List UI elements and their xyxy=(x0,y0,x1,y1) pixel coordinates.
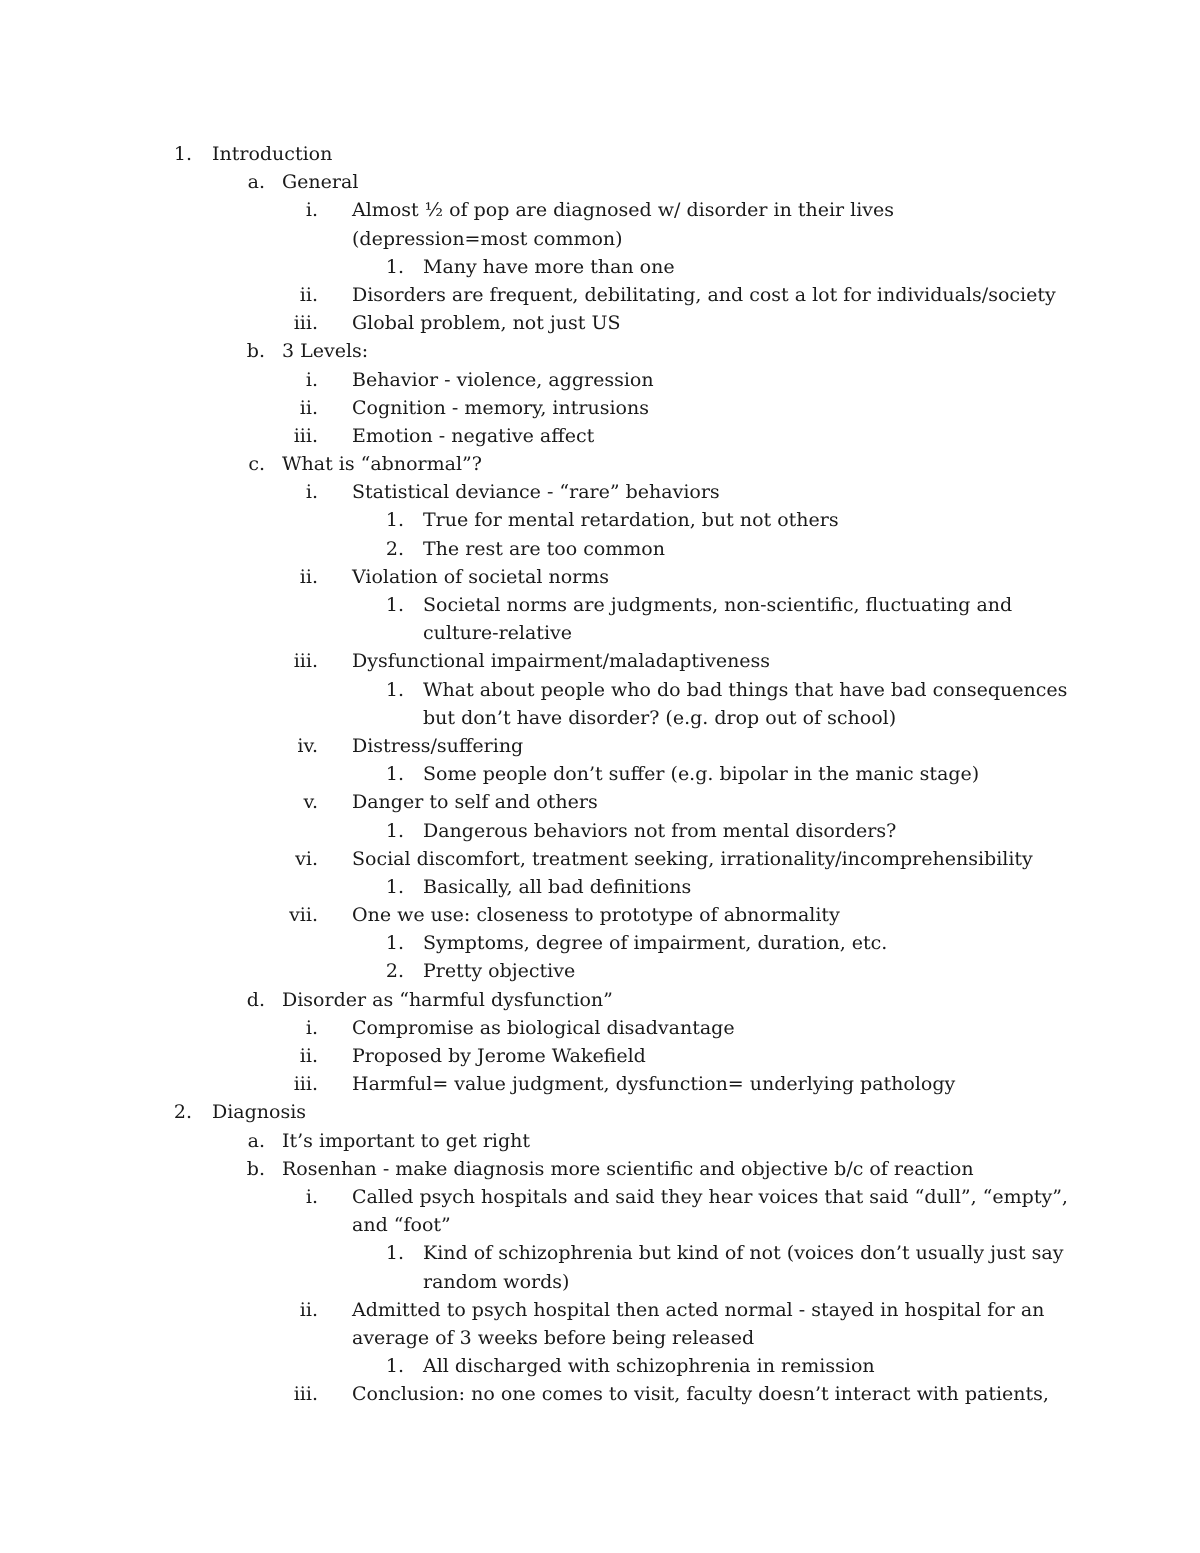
outline-text: random words) xyxy=(423,1270,570,1293)
list-marker: a. xyxy=(247,1129,265,1152)
outline-text: Violation of societal norms xyxy=(352,565,610,588)
outline-text: Many have more than one xyxy=(423,255,675,278)
outline-text: Compromise as biological disadvantage xyxy=(352,1016,735,1039)
outline-item xyxy=(0,1042,1200,1070)
outline-item xyxy=(0,845,1200,873)
outline-item xyxy=(0,1380,1200,1408)
outline-item xyxy=(0,422,1200,450)
list-marker: ii. xyxy=(299,1045,318,1067)
list-marker: ii. xyxy=(299,1298,318,1321)
outline-item xyxy=(0,1183,1200,1211)
list-marker: 1. xyxy=(385,1355,404,1378)
outline-item xyxy=(0,1070,1200,1098)
outline-item xyxy=(0,1098,1200,1126)
outline-text: Admitted to psych hospital then acted normal - stayed in hospital for an xyxy=(352,1298,1045,1321)
list-marker: iv. xyxy=(297,734,318,757)
list-marker: 2. xyxy=(173,1101,192,1124)
outline-item xyxy=(0,253,1200,281)
list-marker: 1. xyxy=(385,255,404,278)
outline-item xyxy=(0,591,1200,619)
list-marker: 2. xyxy=(385,537,404,560)
outline-text: Harmful= value judgment, dysfunction= underlying pathology xyxy=(352,1073,956,1096)
outline-item xyxy=(0,140,1200,168)
outline-text: Diagnosis xyxy=(212,1101,307,1124)
list-marker: b. xyxy=(246,340,265,363)
outline-item-continuation xyxy=(0,1324,1200,1352)
outline-text: True for mental retardation, but not others xyxy=(423,509,839,532)
outline-item xyxy=(0,394,1200,422)
list-marker: 1. xyxy=(385,1242,404,1265)
list-marker: 1. xyxy=(385,932,404,955)
outline-text: Proposed by Jerome Wakefield xyxy=(352,1045,646,1067)
list-marker: iii. xyxy=(293,650,318,673)
outline-text: Statistical deviance - “rare” behaviors xyxy=(352,481,720,504)
outline-item xyxy=(0,535,1200,563)
list-marker: i. xyxy=(305,1185,318,1208)
outline-item xyxy=(0,281,1200,309)
outline-text: and “foot” xyxy=(352,1214,451,1237)
outline-text: Some people don’t suffer (e.g. bipolar in the manic stage) xyxy=(423,763,980,786)
outline-text: average of 3 weeks before being released xyxy=(352,1326,755,1349)
outline-item xyxy=(0,676,1200,704)
outline-text: The rest are too common xyxy=(423,537,665,560)
document-page xyxy=(0,140,1200,1408)
outline-text: Behavior - violence, aggression xyxy=(352,368,654,391)
outline-item xyxy=(0,563,1200,591)
outline-text: Disorders are frequent, debilitating, and cost a lot for individuals/society xyxy=(352,283,1056,306)
outline-text: What is “abnormal”? xyxy=(282,453,482,476)
outline-text: culture-relative xyxy=(423,622,572,645)
outline-item xyxy=(0,1239,1200,1267)
list-marker: i. xyxy=(305,1016,318,1039)
outline-item xyxy=(0,732,1200,760)
outline-item xyxy=(0,309,1200,337)
outline-item xyxy=(0,929,1200,957)
outline-text: All discharged with schizophrenia in remission xyxy=(423,1355,875,1378)
outline-item xyxy=(0,647,1200,675)
list-marker: ii. xyxy=(299,283,318,306)
list-marker: i. xyxy=(305,368,318,391)
outline-item-continuation xyxy=(0,1211,1200,1239)
outline-text: Distress/suffering xyxy=(352,734,524,757)
list-marker: a. xyxy=(247,171,265,194)
outline-text: Almost ½ of pop are diagnosed w/ disorder in their lives xyxy=(352,199,895,222)
list-marker: iii. xyxy=(293,1073,318,1096)
outline-item xyxy=(0,1352,1200,1380)
list-marker: vii. xyxy=(289,904,318,927)
outline-text: Cognition - memory, intrusions xyxy=(352,396,649,419)
outline-text: (depression=most common) xyxy=(352,227,623,250)
list-marker: 2. xyxy=(385,960,404,983)
outline-text: Conclusion: no one comes to visit, faculty doesn’t interact with patients, xyxy=(352,1383,1049,1406)
outline-text: Basically, all bad definitions xyxy=(423,875,692,898)
outline-item-continuation xyxy=(0,1268,1200,1296)
list-marker: v. xyxy=(303,791,318,814)
outline-item-continuation xyxy=(0,619,1200,647)
outline-item xyxy=(0,506,1200,534)
outline-text: Kind of schizophrenia but kind of not (voices don’t usually just say xyxy=(423,1242,1064,1265)
outline-item xyxy=(0,957,1200,985)
outline-item-continuation xyxy=(0,225,1200,253)
list-marker: 1. xyxy=(385,509,404,532)
list-marker: vi. xyxy=(295,847,318,870)
outline-text: Pretty objective xyxy=(423,960,576,983)
list-marker: 1. xyxy=(173,143,192,165)
list-marker: 1. xyxy=(385,819,404,842)
outline-item xyxy=(0,817,1200,845)
list-marker: b. xyxy=(246,1157,265,1180)
outline-item xyxy=(0,168,1200,196)
outline-text: It’s important to get right xyxy=(282,1129,531,1152)
outline-item xyxy=(0,337,1200,365)
list-marker: i. xyxy=(305,481,318,504)
outline-text: Societal norms are judgments, non-scientific, fluctuating and xyxy=(423,594,1013,616)
outline-text: Emotion - negative affect xyxy=(352,424,595,447)
list-marker: iii. xyxy=(293,424,318,447)
outline-text: Introduction xyxy=(212,143,333,165)
outline-text: 3 Levels: xyxy=(282,340,369,363)
outline-item xyxy=(0,873,1200,901)
outline-item xyxy=(0,1155,1200,1183)
outline-item xyxy=(0,760,1200,788)
outline-text: but don’t have disorder? (e.g. drop out of school) xyxy=(423,706,897,729)
list-marker: ii. xyxy=(299,396,318,419)
outline-item xyxy=(0,901,1200,929)
outline-text: Global problem, not just US xyxy=(352,312,621,335)
outline-text: General xyxy=(282,171,359,194)
outline-item xyxy=(0,1296,1200,1324)
outline-item xyxy=(0,1014,1200,1042)
list-marker: 1. xyxy=(385,763,404,786)
outline-item xyxy=(0,986,1200,1014)
outline-text: One we use: closeness to prototype of abnormality xyxy=(352,904,840,927)
outline-text: Called psych hospitals and said they hear voices that said “dull”, “empty”, xyxy=(352,1185,1068,1208)
outline-text: Rosenhan - make diagnosis more scientific and objective b/c of reaction xyxy=(282,1157,974,1180)
list-marker: i. xyxy=(305,199,318,222)
outline-text: Dysfunctional impairment/maladaptiveness xyxy=(352,650,771,673)
list-marker: 1. xyxy=(385,678,404,701)
outline-text: Disorder as “harmful dysfunction” xyxy=(282,988,613,1011)
list-marker: iii. xyxy=(293,312,318,335)
outline-item xyxy=(0,366,1200,394)
list-marker: 1. xyxy=(385,875,404,898)
outline-text: Dangerous behaviors not from mental disorders? xyxy=(423,819,897,842)
outline-item xyxy=(0,196,1200,224)
outline-text: Social discomfort, treatment seeking, irrationality/incomprehensibility xyxy=(352,847,1033,870)
list-marker: 1. xyxy=(385,594,404,616)
outline-item xyxy=(0,478,1200,506)
list-marker: iii. xyxy=(293,1383,318,1406)
outline-item xyxy=(0,788,1200,816)
list-marker: ii. xyxy=(299,565,318,588)
outline-text: What about people who do bad things that have bad consequences xyxy=(423,678,1068,701)
outline-item-continuation xyxy=(0,704,1200,732)
outline-text: Symptoms, degree of impairment, duration, etc. xyxy=(423,932,888,955)
outline-item xyxy=(0,1127,1200,1155)
outline-text: Danger to self and others xyxy=(352,791,598,814)
outline-item xyxy=(0,450,1200,478)
list-marker: d. xyxy=(246,988,265,1011)
list-marker: c. xyxy=(248,453,265,476)
